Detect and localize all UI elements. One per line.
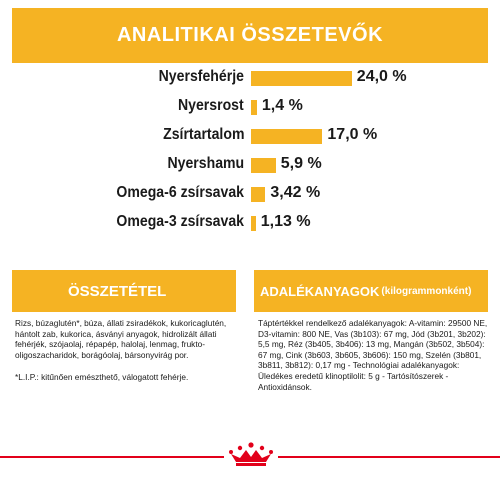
additives-header: [254, 270, 488, 312]
analysis-row-bar: [251, 187, 265, 202]
analysis-row-value: 17,0 %: [327, 126, 378, 143]
crown-icon: [226, 441, 276, 467]
analysis-row-label: Nyershamu: [167, 155, 244, 172]
page-title: ANALITIKAI ÖSSZETEVŐK: [116, 24, 384, 46]
analysis-row: [0, 66, 500, 92]
composition-text: Rizs, búzaglutén*, búza, állati zsiradékok, kukoricaglutén, hántolt zab, kukorica, ásványi anyagok, hidrolizált állati fehérjék, szójaolaj, répapép, halolaj, lenmag, frukto-oligoszacharidok, borágóolaj, bársonyvirág por.: [15, 318, 227, 360]
analysis-row-bar: [251, 129, 322, 144]
analysis-row-value: 1,13 %: [260, 213, 311, 230]
analysis-row-label: Nyersrost: [178, 97, 244, 114]
analysis-row: [0, 211, 500, 237]
footer-line-left: [0, 456, 224, 458]
composition-header: [12, 270, 236, 312]
analysis-row-label: Zsírtartalom: [162, 126, 244, 143]
analysis-row-value: 24,0 %: [356, 68, 407, 85]
analysis-row: [0, 153, 500, 179]
analysis-row-value: 1,4 %: [261, 97, 303, 114]
analysis-row-label: Omega-3 zsírsavak: [116, 213, 244, 230]
analysis-row-bar: [251, 158, 276, 173]
additives-subtitle: (kilogrammonként): [381, 285, 472, 297]
composition-footnote: *L.I.P.: kitűnően emészthető, válogatott fehérje.: [15, 372, 189, 382]
analysis-chart: [0, 66, 500, 246]
analysis-row-label: Nyersfehérje: [158, 68, 244, 85]
analysis-row: [0, 124, 500, 150]
composition-title: ÖSSZETÉTEL: [68, 282, 167, 300]
analysis-row-bar: [251, 216, 256, 231]
analysis-row-bar: [251, 100, 257, 115]
footer-line-right: [278, 456, 500, 458]
analysis-row-label: Omega-6 zsírsavak: [116, 184, 244, 201]
analysis-row-bar: [251, 71, 352, 86]
analysis-row-value: 3,42 %: [270, 184, 321, 201]
additives-text: Táptértékkel rendelkező adalékanyagok: A-vitamin: 29500 NE, D3-vitamin: 800 NE, Vas (3b103): 67 mg, Jód (3b201, 3b202): 5,5 mg, Réz (3b405, 3b406): 13 mg, Mangán (3b502, 3b504): 67 mg, Cink (3b603, 3b605, 3b606): 150 mg, Szelén (3b801, 3b811, 3b812): 0,17 mg - Technológiai adalékanyagok: Üledékes eredetű klinoptilolit: 5 g - Tartósítószerek - Antioxidánsok.: [258, 318, 488, 392]
additives-title: ADALÉKANYAGOK: [260, 283, 380, 299]
analysis-row-value: 5,9 %: [280, 155, 322, 172]
analysis-row: [0, 95, 500, 121]
analysis-row: [0, 182, 500, 208]
header-band: [12, 8, 488, 63]
